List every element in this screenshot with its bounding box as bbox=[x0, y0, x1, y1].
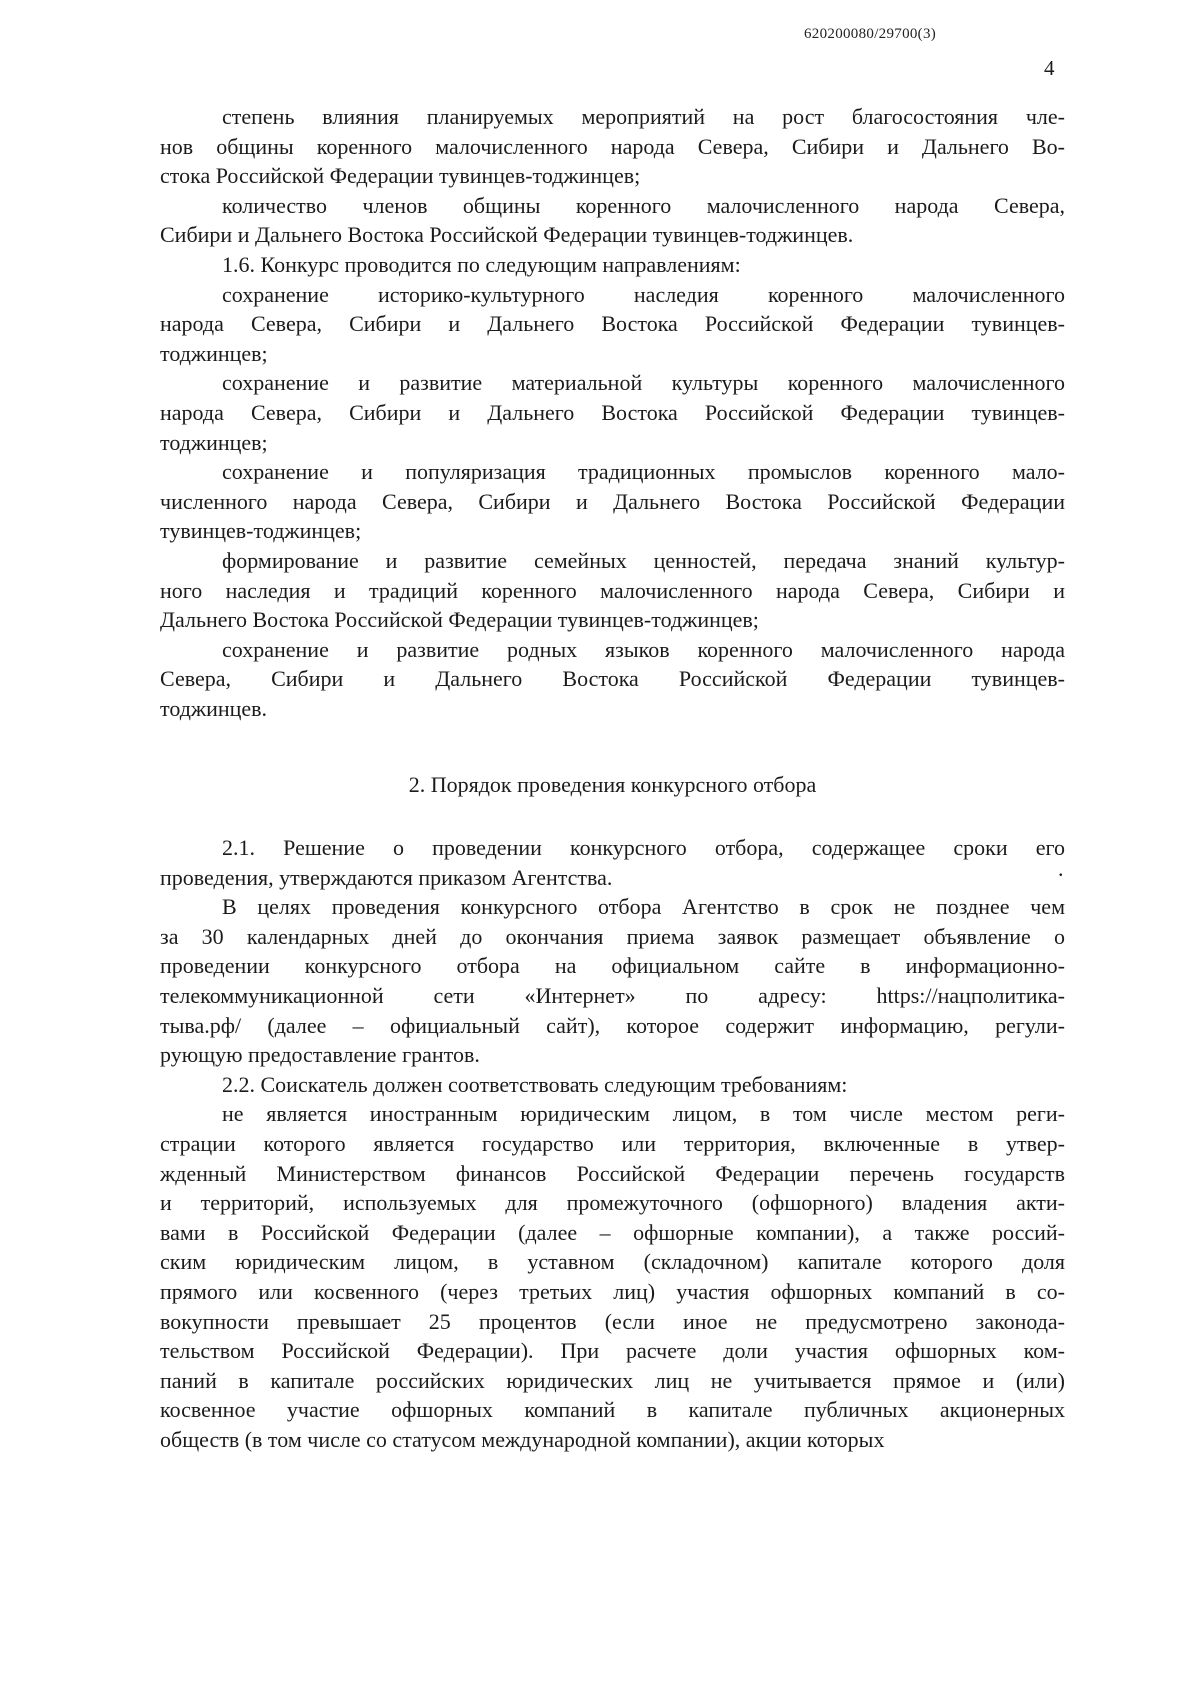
text-line: сохранение и популяризация традиционных промыслов коренного мало- bbox=[222, 459, 1065, 485]
paragraph bbox=[160, 546, 1065, 635]
text-line: за 30 календарных дней до окончания приема заявок размещает объявление о bbox=[160, 923, 1065, 949]
text-line: паний в капитале российских юридических лиц не учитывается прямое и (или) bbox=[160, 1367, 1065, 1393]
section-heading: 2. Порядок проведения конкурсного отбора bbox=[408, 772, 817, 798]
text-line: не является иностранным юридическим лицом, в том числе местом реги- bbox=[222, 1101, 1065, 1127]
paragraph bbox=[160, 250, 1065, 280]
text-line: сохранение и развитие материальной культуры коренного малочисленного bbox=[222, 370, 1065, 396]
paragraph bbox=[160, 1099, 1065, 1454]
text-line: телекоммуникационной сети «Интернет» по адресу: https://нацполитика- bbox=[160, 983, 1065, 1009]
text-line: ного наследия и традиций коренного малочисленного народа Севера, Сибири и bbox=[160, 577, 1065, 603]
document-body bbox=[160, 102, 1065, 1455]
text-line: 2.1. Решение о проведении конкурсного отбора, содержащее сроки его bbox=[222, 835, 1065, 861]
text-line: вами в Российской Федерации (далее – офшорные компании), а также россий- bbox=[160, 1219, 1065, 1245]
text-line: тоджинцев; bbox=[160, 429, 268, 455]
text-line: численного народа Севера, Сибири и Дальнего Востока Российской Федерации bbox=[160, 488, 1065, 514]
text-line: Дальнего Востока Российской Федерации тувинцев-тоджинцев; bbox=[160, 607, 759, 633]
text-line: проведения, утверждаются приказом Агентства. bbox=[160, 864, 613, 890]
text-line: страции которого является государство или территория, включенные в утвер- bbox=[160, 1131, 1065, 1156]
text-line: Сибири и Дальнего Востока Российской Федерации тувинцев-тоджинцев. bbox=[160, 222, 854, 248]
text-line: и территорий, используемых для промежуточного (офшорного) владения акти- bbox=[160, 1190, 1065, 1216]
text-line: тыва.рф/ (далее – официальный сайт), которое содержит информацию, регули- bbox=[160, 1012, 1065, 1038]
text-line: тоджинцев. bbox=[160, 695, 268, 721]
scan-artifact-dot: . bbox=[1058, 856, 1064, 881]
text-line: косвенное участие офшорных компаний в капитале публичных акционерных bbox=[160, 1397, 1065, 1423]
text-line: сохранение историко-культурного наследия коренного малочисленного bbox=[222, 281, 1065, 307]
text-line: степень влияния планируемых мероприятий на рост благосостояния чле- bbox=[222, 104, 1065, 129]
text-line: формирование и развитие семейных ценностей, передача знаний культур- bbox=[222, 547, 1065, 573]
page-number: 4 bbox=[1044, 56, 1055, 80]
text-line: прямого или косвенного (через третьих лиц) участия офшорных компаний в со- bbox=[160, 1278, 1065, 1304]
paragraph bbox=[160, 368, 1065, 457]
text-line: тельством Российской Федерации). При расчете доли участия офшорных ком- bbox=[160, 1338, 1065, 1364]
text-line: 2.2. Соискатель должен соответствовать следующим требованиям: bbox=[222, 1071, 848, 1097]
paragraph bbox=[160, 457, 1065, 546]
paragraph bbox=[160, 1070, 1065, 1100]
text-line: тоджинцев; bbox=[160, 340, 268, 366]
doc-registration-number: 620200080/29700(3) bbox=[804, 26, 937, 42]
text-line: жденный Министерством финансов Российской Федерации перечень государств bbox=[160, 1160, 1065, 1186]
text-line: тувинцев-тоджинцев; bbox=[160, 518, 362, 544]
text-line: Севера, Сибири и Дальнего Востока Российской Федерации тувинцев- bbox=[160, 666, 1065, 692]
text-line: ским юридическим лицом, в уставном (складочном) капитале которого доля bbox=[160, 1249, 1065, 1275]
text-line: рующую предоставление грантов. bbox=[160, 1042, 480, 1068]
paragraph bbox=[160, 635, 1065, 724]
text-line: народа Севера, Сибири и Дальнего Востока Российской Федерации тувинцев- bbox=[160, 311, 1065, 337]
text-line: народа Севера, Сибири и Дальнего Востока Российской Федерации тувинцев- bbox=[160, 399, 1065, 425]
paragraph bbox=[160, 191, 1065, 250]
text-line: 1.6. Конкурс проводится по следующим направлениям: bbox=[222, 251, 741, 277]
text-line: вокупности превышает 25 процентов (если иное не предусмотрено законода- bbox=[160, 1308, 1065, 1334]
paragraph bbox=[160, 833, 1065, 892]
paragraph bbox=[160, 280, 1065, 369]
text-line: обществ (в том числе со статусом международной компании), акции которых bbox=[160, 1426, 885, 1452]
paragraph bbox=[160, 892, 1065, 1070]
text-line: количество членов общины коренного малочисленного народа Севера, bbox=[222, 192, 1065, 218]
text-line: сохранение и развитие родных языков коренного малочисленного народа bbox=[222, 636, 1065, 662]
text-line: нов общины коренного малочисленного народа Севера, Сибири и Дальнего Во- bbox=[160, 133, 1065, 159]
text-line: В целях проведения конкурсного отбора Агентство в срок не позднее чем bbox=[222, 894, 1065, 920]
paragraph bbox=[160, 102, 1065, 191]
text-line: проведении конкурсного отбора на официальном сайте в информационно- bbox=[160, 953, 1065, 979]
text-line: стока Российской Федерации тувинцев-тоджинцев; bbox=[160, 163, 641, 189]
